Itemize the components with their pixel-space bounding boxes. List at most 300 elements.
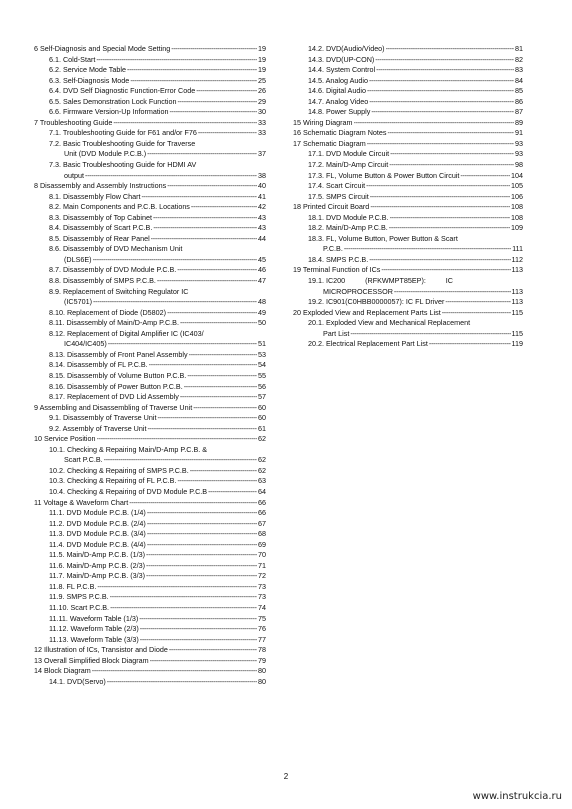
toc-page-number: 60: [258, 402, 266, 412]
toc-entry-label: 8.12. Replacement of Digital Amplifier IC (IC403/: [49, 328, 204, 338]
dot-leader: [107, 677, 257, 688]
toc-page-number: 78: [258, 645, 266, 655]
dot-leader: [93, 255, 257, 266]
toc-entry[interactable]: [34, 371, 266, 382]
toc-entry-label: 7.1. Troubleshooting Guide for F61 and/or F76: [49, 128, 197, 138]
dot-leader: [97, 434, 257, 445]
toc-entry[interactable]: [293, 318, 523, 329]
toc-entry[interactable]: [293, 181, 523, 192]
dot-leader: [127, 65, 257, 76]
toc-entry-label: 6 Self-Diagnosis and Special Mode Setting: [34, 44, 171, 53]
toc-page-number: 51: [258, 339, 266, 349]
toc-entry[interactable]: [34, 392, 266, 403]
toc-entry[interactable]: [34, 55, 266, 66]
toc-entry[interactable]: [34, 529, 266, 540]
toc-page-number: 40: [258, 181, 266, 191]
toc-page-number: 56: [258, 381, 266, 391]
dot-leader: [140, 635, 257, 646]
toc-section[interactable]: [34, 666, 266, 677]
dot-leader: [85, 171, 257, 182]
toc-page-number: 54: [258, 360, 266, 370]
dot-leader: [180, 318, 257, 329]
toc-entry-label: 17.5. SMPS Circuit: [308, 191, 369, 201]
toc-entry-label: 7.2. Basic Troubleshooting Guide for Traverse: [49, 138, 196, 148]
toc-entry[interactable]: [34, 603, 266, 614]
toc-entry[interactable]: [34, 382, 266, 393]
toc-entry-label: 8.5. Disassembly of Rear Panel: [49, 233, 150, 243]
toc-page-number: 98: [515, 160, 523, 170]
dot-leader: [370, 202, 510, 213]
toc-entry[interactable]: [34, 76, 266, 87]
toc-page-number: 26: [258, 86, 266, 96]
dot-leader: [190, 466, 257, 477]
toc-entry[interactable]: [34, 265, 266, 276]
toc-entry[interactable]: [293, 44, 523, 55]
toc-page-number: 87: [515, 107, 523, 117]
toc-page-number: 115: [511, 307, 523, 317]
toc-entry[interactable]: [293, 107, 523, 118]
toc-entry-label: 8.16. Disassembly of Power Button P.C.B.: [49, 381, 183, 391]
toc-page-number: 80: [258, 666, 266, 676]
dot-leader: [381, 265, 510, 276]
toc-page-number: 45: [258, 254, 266, 264]
dot-leader: [389, 160, 514, 171]
toc-section[interactable]: [34, 645, 266, 656]
toc-page-number: 46: [258, 265, 266, 275]
toc-page-number: 75: [258, 613, 266, 623]
dot-leader: [147, 529, 257, 540]
dot-leader: [110, 603, 257, 614]
toc-entry-label: 11.7. Main/D-Amp P.C.B. (3/3): [49, 571, 146, 581]
toc-entry[interactable]: [34, 624, 266, 635]
dot-leader: [129, 498, 257, 509]
toc-entry[interactable]: [293, 160, 523, 171]
dot-leader: [147, 540, 257, 551]
toc-page-number: 53: [258, 349, 266, 359]
toc-page-number: 42: [258, 202, 266, 212]
page-number: 2: [283, 772, 289, 781]
toc-entry-label: 8.9. Replacement of Switching Regulator IC: [49, 286, 189, 296]
watermark: www.instrukcia.ru: [472, 791, 562, 802]
toc-entry-label: 8.17. Replacement of DVD Lid Assembly: [49, 392, 179, 402]
toc-page-number: 91: [515, 128, 523, 138]
dot-leader: [130, 76, 257, 87]
toc-entry-label: 17.3. FL, Volume Button & Power Button Circuit: [308, 170, 460, 180]
dot-leader: [366, 181, 510, 192]
dot-leader: [394, 287, 511, 298]
toc-page-number: 79: [258, 655, 266, 665]
toc-section[interactable]: [293, 265, 523, 276]
toc-entry-label: 11.1. DVD Module P.C.B. (1/4): [49, 508, 146, 518]
toc-section[interactable]: [293, 139, 523, 150]
toc-page-number: 71: [258, 560, 266, 570]
toc-entry-label: 8.8. Disassembly of SMPS P.C.B.: [49, 276, 156, 286]
toc-entry-label: 14.1. DVD(Servo): [49, 676, 106, 686]
toc-entry[interactable]: [34, 466, 266, 477]
dot-leader: [157, 413, 257, 424]
toc-entry[interactable]: [34, 455, 266, 466]
dot-leader: [169, 645, 257, 656]
toc-page-number: 113: [511, 297, 523, 307]
toc-entry[interactable]: [293, 234, 523, 245]
dot-leader: [108, 339, 257, 350]
toc-page-number: 85: [515, 86, 523, 96]
dot-leader: [442, 308, 511, 319]
toc-page-number: 66: [258, 508, 266, 518]
toc-entry-label: 6.4. DVD Self Diagnostic Function-Error Code: [49, 86, 196, 96]
toc-entry-label: 14.6. Digital Audio: [308, 86, 366, 96]
toc-entry-label: Scart P.C.B.: [64, 455, 103, 465]
toc-page-number: 19: [258, 65, 266, 75]
toc-entry-label: 9.2. Assembly of Traverse Unit: [49, 423, 147, 433]
toc-entry-label: P.C.B.: [323, 244, 343, 254]
toc-page-number: 104: [511, 170, 523, 180]
toc-entry[interactable]: [34, 297, 266, 308]
dot-leader: [208, 487, 257, 498]
toc-page-number: 62: [258, 434, 266, 444]
toc-entry[interactable]: [293, 329, 523, 340]
toc-page-number: 61: [258, 423, 266, 433]
toc-entry-label: 17 Schematic Diagram: [293, 138, 366, 148]
toc-page-number: 84: [515, 75, 523, 85]
toc-section[interactable]: [34, 181, 266, 192]
toc-entry-label: 10 Service Position: [34, 434, 96, 444]
dot-leader: [369, 255, 510, 266]
toc-page-number: 49: [258, 307, 266, 317]
toc-entry-label: IC404/IC405): [64, 339, 107, 349]
dot-leader: [177, 97, 257, 108]
toc-entry-label: (DLS6E): [64, 254, 92, 264]
toc-entry-label: 19.1. IC200 (RFKWMPT85EP): IC: [308, 276, 453, 286]
toc-page-number: 74: [258, 602, 266, 612]
toc-page-number: 57: [258, 392, 266, 402]
toc-entry-label: 7 Troubleshooting Guide: [34, 117, 113, 127]
toc-entry[interactable]: [34, 65, 266, 76]
toc-page-number: 48: [258, 297, 266, 307]
toc-section[interactable]: [293, 118, 523, 129]
toc-page-number: 69: [258, 539, 266, 549]
toc-entry-label: 14.8. Power Supply: [308, 107, 371, 117]
toc-entry[interactable]: [34, 192, 266, 203]
toc-entry-label: 16 Schematic Diagram Notes: [293, 128, 387, 138]
toc-entry[interactable]: [293, 287, 523, 298]
toc-page-number: 73: [258, 581, 266, 591]
dot-leader: [367, 86, 514, 97]
toc-entry[interactable]: [34, 571, 266, 582]
dot-leader: [460, 171, 510, 182]
toc-page-number: 80: [258, 676, 266, 686]
toc-page-number: 109: [511, 223, 523, 233]
toc-entry-label: 11.4. DVD Module P.C.B. (4/4): [49, 539, 146, 549]
toc-entry-label: 11.11. Waveform Table (1/3): [49, 613, 139, 623]
toc-section[interactable]: [34, 403, 266, 414]
dot-leader: [371, 107, 514, 118]
toc-entry[interactable]: [34, 223, 266, 234]
toc-entry-label: 11.6. Main/D-Amp P.C.B. (2/3): [49, 560, 146, 570]
toc-page-number: 43: [258, 212, 266, 222]
dot-leader: [445, 297, 510, 308]
toc-section[interactable]: [293, 202, 523, 213]
dot-leader: [113, 118, 257, 129]
dot-leader: [151, 234, 257, 245]
toc-entry-label: 20 Exploded View and Replacement Parts List: [293, 307, 441, 317]
toc-entry-label: Unit (DVD Module P.C.B.): [64, 149, 147, 159]
toc-entry[interactable]: [34, 592, 266, 603]
toc-entry[interactable]: [34, 413, 266, 424]
toc-entry-label: 8.10. Replacement of Diode (D5802): [49, 307, 167, 317]
toc-entry-label: 14.2. DVD(Audio/Video): [308, 44, 385, 53]
toc-page-number: 67: [258, 518, 266, 528]
dot-leader: [429, 339, 511, 350]
toc-entry[interactable]: [34, 508, 266, 519]
dot-leader: [386, 44, 514, 55]
dot-leader: [193, 403, 257, 414]
dot-leader: [171, 44, 257, 55]
toc-entry[interactable]: [34, 213, 266, 224]
dot-leader: [376, 65, 514, 76]
toc-page-number: 62: [258, 455, 266, 465]
toc-page-number: 73: [258, 592, 266, 602]
toc-entry[interactable]: [293, 55, 523, 66]
toc-entry-label: 20.1. Exploded View and Mechanical Replacement: [308, 318, 471, 328]
toc-entry-label: 11.13. Waveform Table (3/3): [49, 634, 139, 644]
toc-entry-label: 6.2. Service Mode Table: [49, 65, 126, 75]
toc-page-number: 60: [258, 413, 266, 423]
toc-entry[interactable]: [293, 244, 523, 255]
toc-page-number: 19: [258, 54, 266, 64]
toc-entry[interactable]: [34, 308, 266, 319]
toc-entry[interactable]: [34, 244, 266, 255]
toc-entry-label: 11 Voltage & Waveform Chart: [34, 497, 129, 507]
toc-page-number: 86: [515, 96, 523, 106]
toc-entry[interactable]: [34, 487, 266, 498]
toc-entry[interactable]: [293, 149, 523, 160]
toc-page-number: 108: [511, 202, 523, 212]
toc-entry[interactable]: [293, 171, 523, 182]
toc-entry[interactable]: [293, 76, 523, 87]
toc-entry-label: output: [64, 170, 84, 180]
toc-entry-label: 8.15. Disassembly of Volume Button P.C.B.: [49, 370, 187, 380]
toc-page-number: 81: [515, 44, 523, 53]
dot-leader: [390, 149, 514, 160]
toc-entry-label: 10.1. Checking & Repairing Main/D-Amp P.C.B. &: [49, 444, 208, 454]
toc-page-number: 105: [511, 181, 523, 191]
dot-leader: [367, 139, 514, 150]
toc-entry-label: 6.5. Sales Demonstration Lock Function: [49, 96, 177, 106]
toc-entry[interactable]: [34, 519, 266, 530]
toc-page-number: 62: [258, 465, 266, 475]
toc-entry[interactable]: [34, 171, 266, 182]
toc-entry[interactable]: [34, 550, 266, 561]
toc-entry[interactable]: [34, 86, 266, 97]
toc-entry-label: 17.2. Main/D-Amp Circuit: [308, 160, 389, 170]
toc-entry-label: 8.13. Disassembly of Front Panel Assembly: [49, 349, 188, 359]
toc-section[interactable]: [293, 128, 523, 139]
toc-entry[interactable]: [34, 445, 266, 456]
dot-leader: [184, 382, 257, 393]
toc-entry-label: 11.9. SMPS P.C.B.: [49, 592, 109, 602]
toc-entry-label: 18.4. SMPS P.C.B.: [308, 254, 369, 264]
toc-entry[interactable]: [293, 192, 523, 203]
dot-leader: [147, 519, 257, 530]
toc-entry[interactable]: [34, 139, 266, 150]
toc-entry[interactable]: [293, 223, 523, 234]
toc-entry[interactable]: [34, 287, 266, 298]
toc-page-number: 113: [511, 286, 523, 296]
dot-leader: [189, 350, 257, 361]
toc-section[interactable]: [293, 308, 523, 319]
toc-section[interactable]: [34, 498, 266, 509]
toc-entry-label: Part List: [323, 328, 350, 338]
dot-leader: [369, 97, 514, 108]
toc-entry-label: 8.14. Disassembly of FL P.C.B.: [49, 360, 148, 370]
toc-page-number: 113: [511, 265, 523, 275]
toc-entry-label: 20.2. Electrical Replacement Part List: [308, 339, 428, 349]
dot-leader: [167, 181, 257, 192]
toc-entry-label: 7.3. Basic Troubleshooting Guide for HDMI AV: [49, 160, 197, 170]
dot-leader: [153, 223, 257, 234]
toc-page-number: 89: [515, 117, 523, 127]
toc-entry-label: 10.3. Checking & Repairing of FL P.C.B.: [49, 476, 177, 486]
toc-section[interactable]: [34, 656, 266, 667]
toc-entry-label: 11.2. DVD Module P.C.B. (2/4): [49, 518, 146, 528]
dot-leader: [150, 656, 257, 667]
toc-page-number: 50: [258, 318, 266, 328]
toc-entry-label: 18.1. DVD Module P.C.B.: [308, 212, 389, 222]
dot-leader: [187, 371, 257, 382]
dot-leader: [167, 308, 257, 319]
toc-entry-label: 8.7. Disassembly of DVD Module P.C.B.: [49, 265, 177, 275]
toc-entry[interactable]: [293, 255, 523, 266]
toc-page-number: 29: [258, 96, 266, 106]
dot-leader: [153, 213, 257, 224]
toc-entry[interactable]: [34, 582, 266, 593]
toc-entry[interactable]: [34, 160, 266, 171]
toc-page-number: 37: [258, 149, 266, 159]
toc-page-number: 119: [511, 339, 523, 349]
toc-entry-label: 14.7. Analog Video: [308, 96, 369, 106]
toc-entry[interactable]: [34, 97, 266, 108]
toc-entry[interactable]: [34, 202, 266, 213]
toc-page-number: 93: [515, 138, 523, 148]
toc-entry[interactable]: [293, 86, 523, 97]
dot-leader: [92, 666, 257, 677]
toc-section[interactable]: [34, 118, 266, 129]
toc-entry[interactable]: [34, 540, 266, 551]
toc-entry[interactable]: [293, 339, 523, 350]
toc-entry-label: 19 Terminal Function of ICs: [293, 265, 381, 275]
toc-entry[interactable]: [34, 635, 266, 646]
dot-leader: [370, 192, 510, 203]
toc-entry[interactable]: [34, 234, 266, 245]
toc-entry-label: 6.3. Self-Diagnosis Mode: [49, 75, 130, 85]
toc-entry[interactable]: [34, 255, 266, 266]
toc-entry-label: 8 Disassembly and Assembly Instructions: [34, 181, 167, 191]
dot-leader: [354, 118, 514, 129]
toc-page-number: 112: [511, 254, 523, 264]
toc-page-number: 25: [258, 75, 266, 85]
toc-page-number: 76: [258, 624, 266, 634]
toc-page-number: 64: [258, 486, 266, 496]
dot-leader: [169, 107, 257, 118]
dot-leader: [177, 265, 257, 276]
dot-leader: [157, 276, 257, 287]
toc-page-number: 44: [258, 233, 266, 243]
toc-left-column: [34, 44, 266, 687]
toc-page-number: 33: [258, 117, 266, 127]
toc-page-number: 55: [258, 370, 266, 380]
toc-page-number: 70: [258, 550, 266, 560]
dot-leader: [146, 561, 257, 572]
toc-entry-label: 6.1. Cold-Start: [49, 54, 96, 64]
toc-entry-label: 8.1. Disassembly Flow Chart: [49, 191, 141, 201]
dot-leader: [180, 392, 257, 403]
toc-entry[interactable]: [34, 107, 266, 118]
toc-entry[interactable]: [34, 276, 266, 287]
toc-entry-label: 17.1. DVD Module Circuit: [308, 149, 390, 159]
toc-entry[interactable]: [293, 97, 523, 108]
toc-entry-label: 6.6. Firmware Version-Up Information: [49, 107, 169, 117]
toc-entry[interactable]: [293, 65, 523, 76]
toc-entry[interactable]: [34, 329, 266, 340]
toc-entry-label: (IC5701): [64, 297, 92, 307]
toc-entry-label: 15 Wiring Diagram: [293, 117, 353, 127]
toc-entry-label: 12 Illustration of ICs, Transistor and Diode: [34, 645, 168, 655]
dot-leader: [177, 476, 257, 487]
toc-page-number: 43: [258, 223, 266, 233]
toc-page-number: 19: [258, 44, 266, 53]
toc-entry-label: 19.2. IC901(C0HBB0000057): IC FL Driver: [308, 297, 445, 307]
toc-entry[interactable]: [34, 360, 266, 371]
dot-leader: [344, 244, 511, 255]
toc-page-number: 82: [515, 54, 523, 64]
dot-leader: [198, 128, 257, 139]
toc-entry[interactable]: [293, 276, 523, 287]
toc-page-number: 47: [258, 276, 266, 286]
toc-entry[interactable]: [34, 561, 266, 572]
toc-entry-label: 8.6. Disassembly of DVD Mechanism Unit: [49, 244, 183, 254]
toc-entry[interactable]: [34, 318, 266, 329]
toc-entry-label: 17.4. Scart Circuit: [308, 181, 366, 191]
toc-entry[interactable]: [34, 339, 266, 350]
toc-entry[interactable]: [34, 149, 266, 160]
toc-section[interactable]: [34, 434, 266, 445]
toc-page-number: 66: [258, 497, 266, 507]
toc-entry[interactable]: [34, 424, 266, 435]
toc-page-number: 63: [258, 476, 266, 486]
dot-leader: [147, 149, 257, 160]
toc-entry[interactable]: [34, 476, 266, 487]
toc-entry-label: 13 Overall Simplified Block Diagram: [34, 655, 149, 665]
toc-entry-label: 14.3. DVD(UP-CON): [308, 54, 375, 64]
toc-entry[interactable]: [34, 128, 266, 139]
toc-entry-label: 8.3. Disassembly of Top Cabinet: [49, 212, 152, 222]
toc-entry[interactable]: [34, 350, 266, 361]
dot-leader: [141, 192, 257, 203]
toc-entry[interactable]: [293, 297, 523, 308]
toc-page-number: 38: [258, 170, 266, 180]
dot-leader: [104, 455, 257, 466]
toc-section[interactable]: [34, 44, 266, 55]
toc-entry-label: 8.11. Disassembly of Main/D-Amp P.C.B.: [49, 318, 179, 328]
toc-entry[interactable]: [293, 213, 523, 224]
toc-entry[interactable]: [34, 677, 266, 688]
toc-entry-label: 9.1. Disassembly of Traverse Unit: [49, 413, 157, 423]
toc-entry[interactable]: [34, 614, 266, 625]
dot-leader: [96, 55, 257, 66]
dot-leader: [140, 624, 257, 635]
toc-entry-label: 18 Printed Circuit Board: [293, 202, 370, 212]
